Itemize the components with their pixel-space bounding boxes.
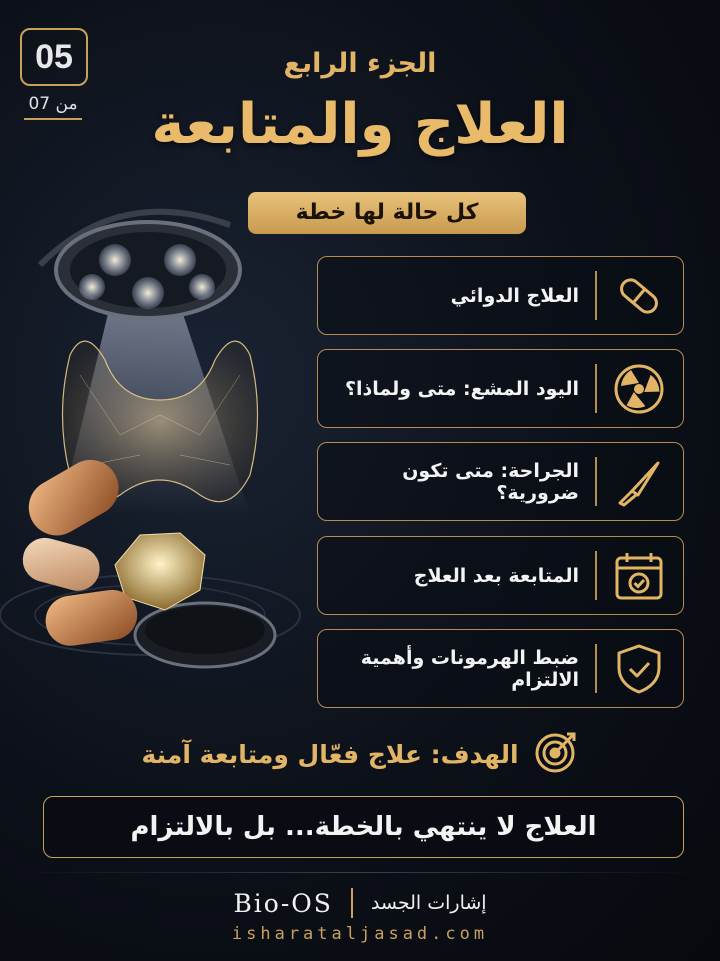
card-label: الجراحة: متى تكون ضرورية؟ bbox=[402, 459, 579, 504]
card-hormone-control bbox=[317, 629, 684, 708]
closing-quote: العلاج لا ينتهي بالخطة... بل بالالتزام bbox=[43, 796, 684, 858]
shield-check-icon bbox=[595, 630, 683, 707]
brand-row bbox=[0, 884, 720, 922]
brand-name-en: Bio-OS bbox=[233, 888, 333, 918]
card-follow-up bbox=[317, 536, 684, 615]
brand-separator bbox=[351, 888, 353, 918]
scalpel-icon bbox=[595, 443, 683, 520]
part-total-label: من 07 bbox=[24, 94, 82, 120]
card-label: المتابعة بعد العلاج bbox=[413, 564, 579, 587]
radiation-icon bbox=[595, 350, 683, 427]
card-label: العلاج الدوائي bbox=[450, 284, 579, 307]
part-label: الجزء الرابع bbox=[283, 48, 437, 79]
card-medication bbox=[317, 256, 684, 335]
card-surgery bbox=[317, 442, 684, 521]
card-label: ضبط الهرمونات وأهمية الالتزام bbox=[360, 646, 579, 691]
goal-row bbox=[0, 730, 720, 778]
brand-name-ar: إشارات الجسد bbox=[370, 892, 487, 914]
website-link[interactable]: isharataljasad.com bbox=[231, 924, 489, 944]
tagline-banner: كل حالة لها خطة bbox=[248, 192, 526, 234]
thyroid-illustration bbox=[0, 185, 320, 705]
part-number-badge: 05 bbox=[20, 28, 88, 86]
card-label: اليود المشع: متى ولماذا؟ bbox=[344, 377, 579, 400]
card-radioactive-iodine bbox=[317, 349, 684, 428]
target-icon bbox=[533, 729, 579, 779]
pill-icon bbox=[595, 257, 683, 334]
goal-text: الهدف: علاج فعّال ومتابعة آمنة bbox=[141, 739, 519, 769]
calendar-check-icon bbox=[595, 537, 683, 614]
footer-divider bbox=[20, 872, 700, 873]
page-title: العلاج والمتابعة bbox=[151, 92, 569, 157]
